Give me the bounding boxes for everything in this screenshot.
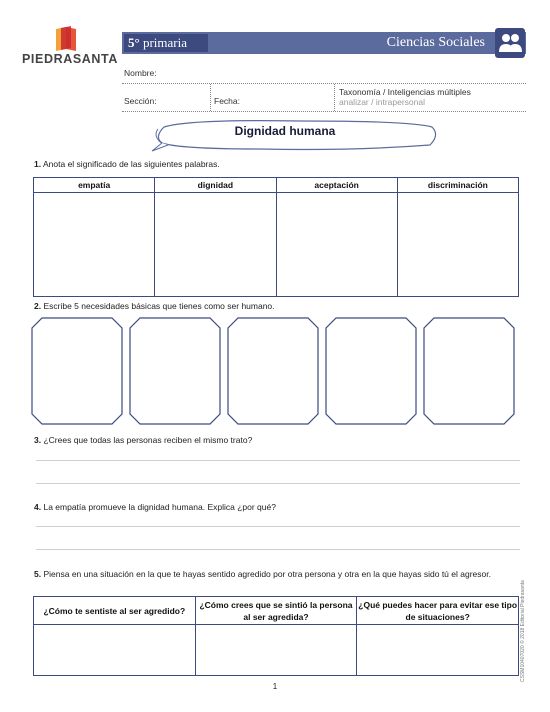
taxonomy-label: Taxonomía / Inteligencias múltiples — [339, 87, 471, 97]
answer-cell[interactable] — [195, 625, 357, 676]
date-label: Fecha: — [214, 96, 240, 106]
question-3 — [34, 434, 514, 446]
reflection-table — [33, 596, 519, 676]
question-1 — [34, 158, 514, 170]
need-box[interactable] — [228, 318, 318, 424]
answer-cell[interactable] — [34, 193, 155, 297]
page-title: Dignidad humana — [234, 124, 336, 138]
answer-line[interactable] — [36, 460, 520, 461]
answer-line[interactable] — [36, 483, 520, 484]
group-icon — [495, 28, 525, 58]
answer-line[interactable] — [36, 549, 520, 550]
question-number: 1. — [34, 159, 42, 169]
question-number: 3. — [34, 435, 42, 445]
page-number: 1 — [272, 682, 278, 691]
answer-cell[interactable] — [155, 193, 276, 297]
need-box[interactable] — [326, 318, 416, 424]
divider — [334, 84, 335, 111]
column-header: dignidad — [155, 178, 276, 193]
vocabulary-table — [33, 177, 519, 297]
column-header: aceptación — [276, 178, 397, 193]
section-line — [122, 111, 526, 112]
answer-cell[interactable] — [34, 625, 196, 676]
taxonomy-value: analizar / intrapersonal — [339, 97, 425, 107]
need-box[interactable] — [130, 318, 220, 424]
answer-cell[interactable] — [276, 193, 397, 297]
answer-cell[interactable] — [357, 625, 519, 676]
name-line — [122, 83, 526, 84]
question-number: 4. — [34, 502, 42, 512]
question-number: 5. — [34, 569, 42, 579]
divider — [210, 84, 211, 111]
question-text: La empatía promueve la dignidad humana. Explica ¿por qué? — [43, 502, 276, 512]
question-text: ¿Crees que todas las personas reciben el mismo trato? — [43, 435, 253, 445]
grade-badge — [124, 34, 208, 52]
section-label: Sección: — [124, 96, 157, 106]
grade-word: primaria — [142, 35, 187, 50]
name-label: Nombre: — [124, 68, 157, 78]
question-5 — [34, 568, 514, 580]
answer-cell[interactable] — [397, 193, 518, 297]
grade-number: 5° — [128, 35, 140, 50]
question-number: 2. — [34, 301, 42, 311]
brand-name: PIEDRASANTA — [22, 52, 118, 66]
piedrasanta-logo-icon — [52, 25, 82, 52]
need-box[interactable] — [32, 318, 122, 424]
question-4 — [34, 501, 514, 513]
question-2 — [34, 300, 514, 312]
question-text: Piensa en una situación en la que te hayas sentido agredido por otra persona y otra en la que hayas sido tú el agresor. — [43, 569, 491, 579]
column-header: ¿Cómo te sentiste al ser agredido? — [34, 597, 196, 625]
question-text: Anota el significado de las siguientes palabras. — [43, 159, 220, 169]
column-header: discriminación — [397, 178, 518, 193]
copyright-note: CSSM10407020 © 2018 Editorial Piedrasanta — [520, 580, 526, 682]
needs-boxes — [31, 316, 521, 426]
column-header: ¿Qué puedes hacer para evitar ese tipo de situaciones? — [357, 597, 519, 625]
column-header: empatía — [34, 178, 155, 193]
column-header: ¿Cómo crees que se sintió la persona al ser agredida? — [195, 597, 357, 625]
need-box[interactable] — [424, 318, 514, 424]
answer-line[interactable] — [36, 526, 520, 527]
question-text: Escribe 5 necesidades básicas que tienes como ser humano. — [43, 301, 275, 311]
subject-title: Ciencias Sociales — [386, 35, 485, 50]
